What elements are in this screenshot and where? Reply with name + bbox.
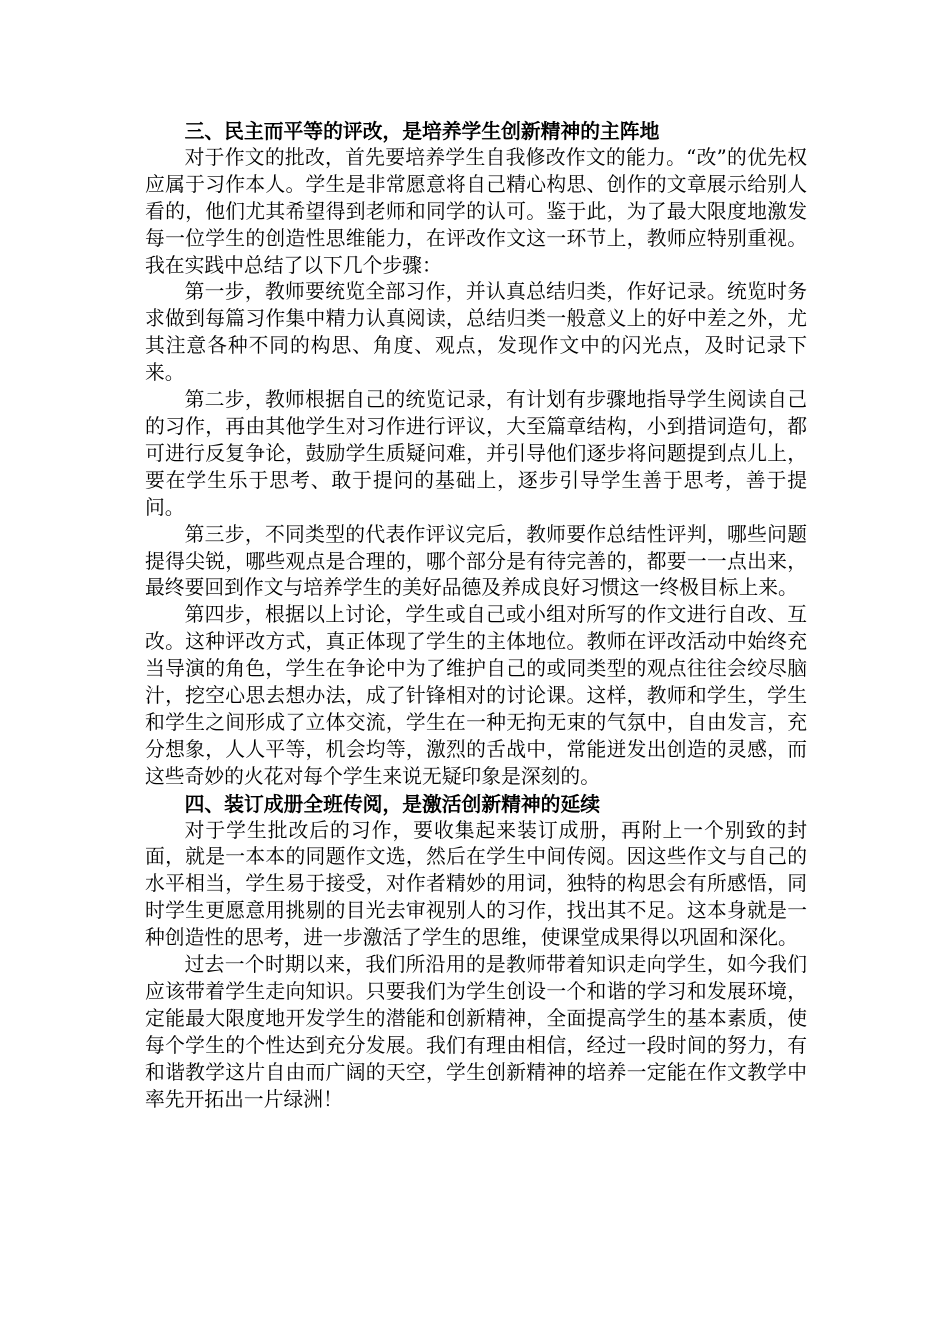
document-page <box>145 118 807 1114</box>
paragraph-conclusion: 过去一个时期以来，我们所沿用的是教师带着知识走向学生，如今我们应该带着学生走向知识。只要我们为学生创设一个和谐的学习和发展环境，定能最大限度地开发学生的潜能和创新精神，全面提高学生的基本素质，使每个学生的个性达到充分发展。我们有理由相信，经过一段时间的努力，有和谐教学这片自由而广阔的天空，学生创新精神的培养一定能在作文教学中率先开拓出一片绿洲！ <box>145 953 807 1111</box>
paragraph-step-1: 第一步，教师要统览全部习作，并认真总结归类，作好记录。统览时务求做到每篇习作集中精力认真阅读，总结归类一般意义上的好中差之外，尤其注意各种不同的构思、角度、观点，发现作文中的闪光点，及时记录下来。 <box>145 280 807 385</box>
paragraph-binding: 对于学生批改后的习作，要收集起来装订成册，再附上一个别致的封面，就是一本本的同题作文选，然后在学生中间传阅。因这些作文与自己的水平相当，学生易于接受，对作者精妙的用词，独特的构思会有所感悟，同时学生更愿意用挑剔的目光去审视别人的习作，找出其不足。这本身就是一种创造性的思考，进一步激活了学生的思维，使课堂成果得以巩固和深化。 <box>145 818 807 950</box>
section-heading-3: 三、民主而平等的评改，是培养学生创新精神的主阵地 <box>184 119 660 143</box>
paragraph-step-4: 第四步，根据以上讨论，学生或自己或小组对所写的作文进行自改、互改。这种评改方式，真正体现了学生的主体地位。教师在评改活动中始终充当导演的角色，学生在争论中为了维护自己的或同类型的观点往往会绞尽脑汁，挖空心思去想办法，成了针锋相对的讨论课。这样，教师和学生，学生和学生之间形成了立体交流，学生在一种无拘无束的气氛中，自由发言，充分想象，人人平等，机会均等，激烈的舌战中，常能迸发出创造的灵感，而这些奇妙的火花对每个学生来说无疑印象是深刻的。 <box>145 603 807 788</box>
paragraph-step-2: 第二步，教师根据自己的统览记录，有计划有步骤地指导学生阅读自己的习作，再由其他学生对习作进行评议，大至篇章结构，小到措词造句，都可进行反复争论，鼓励学生质疑问难，并引导他们逐步将问题提到点儿上，要在学生乐于思考、敢于提问的基础上，逐步引导学生善于思考，善于提问。 <box>145 388 807 519</box>
section-heading-4: 四、装订成册全班传阅，是激活创新精神的延续 <box>184 791 601 816</box>
paragraph-intro: 对于作文的批改，首先要培养学生自我修改作文的能力。“改”的优先权应属于习作本人。学生是非常愿意将自己精心构思、创作的文章展示给别人看的，他们尤其希望得到老师和同学的认可。鉴于此，为了最大限度地激发每一位学生的创造性思维能力，在评改作文这一环节上，教师应特别重视。我在实践中总结了以下几个步骤： <box>145 145 807 277</box>
paragraph-step-3: 第三步，不同类型的代表作评议完后，教师要作总结性评判，哪些问题提得尖锐，哪些观点是合理的，哪个部分是有待完善的，都要一一点出来，最终要回到作文与培养学生的美好品德及养成良好习惯这一终极目标上来。 <box>145 522 807 600</box>
